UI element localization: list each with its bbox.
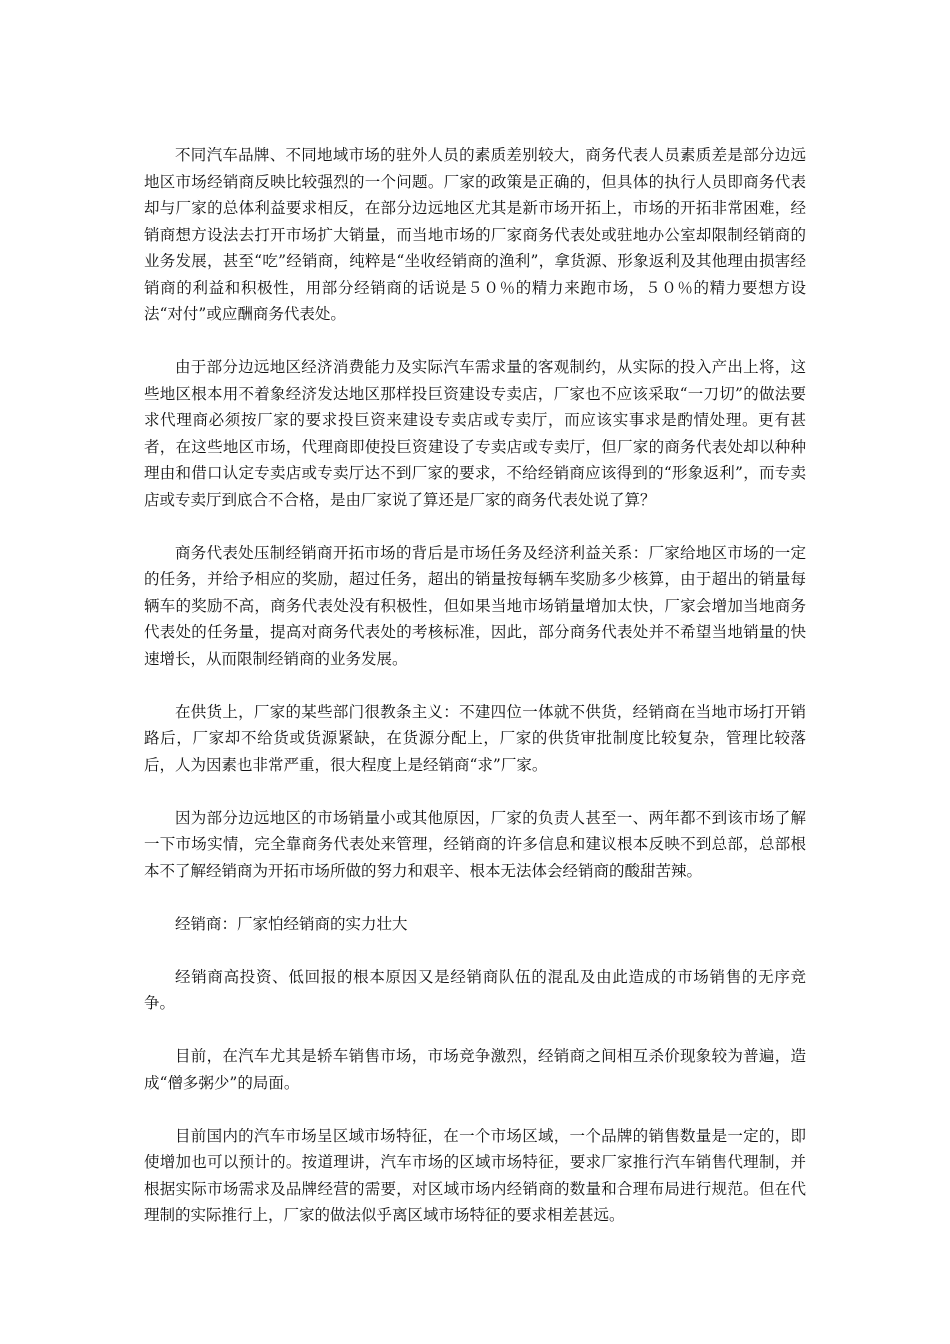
paragraph-6: 经销商高投资、低回报的根本原因又是经销商队伍的混乱及由此造成的市场销售的无序竞争。 xyxy=(144,967,806,1012)
paragraph-5: 因为部分边远地区的市场销量小或其他原因，厂家的负责人甚至一、两年都不到该市场了解一下市场实情，完全靠商务代表处来管理，经销商的许多信息和建议根本反映不到总部，总部根本不了解经销商为开拓市场所做的努力和艰辛、根本无法体会经销商的酸甜苦辣。 xyxy=(144,808,806,880)
paragraph-8: 目前国内的汽车市场呈区域市场特征，在一个市场区域，一个品牌的销售数量是一定的，即使增加也可以预计的。按道理讲，汽车市场的区域市场特征，要求厂家推行汽车销售代理制，并根据实际市场需求及品牌经营的需要，对区域市场内经销商的数量和合理布局进行规范。但在代理制的实际推行上，厂家的做法似乎离区域市场特征的要求相差甚远。 xyxy=(144,1126,806,1224)
paragraph-7: 目前，在汽车尤其是轿车销售市场，市场竞争激烈，经销商之间相互杀价现象较为普遍，造成“僧多粥少”的局面。 xyxy=(144,1047,806,1092)
paragraph-3: 商务代表处压制经销商开拓市场的背后是市场任务及经济利益关系：厂家给地区市场的一定的任务，并给予相应的奖励，超过任务，超出的销量按每辆车奖励多少核算，由于超出的销量每辆车的奖励不高，商务代表处没有积极性，但如果当地市场销量增加太快，厂家会增加当地商务代表处的任务量，提高对商务代表处的考核标准，因此，部分商务代表处并不希望当地销量的快速增长，从而限制经销商的业务发展。 xyxy=(144,543,806,668)
paragraph-2: 由于部分边远地区经济消费能力及实际汽车需求量的客观制约，从实际的投入产出上将，这些地区根本用不着象经济发达地区那样投巨资建设专卖店，厂家也不应该采取“一刀切”的做法要求代理商必须按厂家的要求投巨资来建设专卖店或专卖厅，而应该实事求是酌情处理。更有甚者，在这些地区市场，代理商即使投巨资建设了专卖店或专卖厅，但厂家的商务代表处却以种种理由和借口认定专卖店或专卖厅达不到厂家的要求，不给经销商应该得到的“形象返利”，而专卖店或专卖厅到底合不合格，是由厂家说了算还是厂家的商务代表处说了算？ xyxy=(144,358,806,509)
paragraph-1: 不同汽车品牌、不同地域市场的驻外人员的素质差别较大，商务代表人员素质差是部分边远地区市场经销商反映比较强烈的一个问题。厂家的政策是正确的，但具体的执行人员即商务代表却与厂家的总体利益要求相反，在部分边远地区尤其是新市场开拓上，市场的开拓非常困难，经销商想方设法去打开市场扩大销量，而当地市场的厂家商务代表处或驻地办公室却限制经销商的业务发展，甚至“吃”经销商，纯粹是“坐收经销商的渔利”，拿货源、形象返利及其他理由损害经销商的利益和积极性，用部分经销商的话说是５０％的精力来跑市场，５０％的精力要想方设法“对付”或应酬商务代表处。 xyxy=(144,146,806,323)
paragraph-4: 在供货上，厂家的某些部门很教条主义：不建四位一体就不供货，经销商在当地市场打开销路后，厂家却不给货或货源紧缺，在货源分配上，厂家的供货审批制度比较复杂，管理比较落后，人为因素也非常严重，很大程度上是经销商“求”厂家。 xyxy=(144,702,806,774)
section-heading: 经销商：厂家怕经销商的实力壮大 xyxy=(175,914,408,933)
document-body xyxy=(144,142,806,1255)
